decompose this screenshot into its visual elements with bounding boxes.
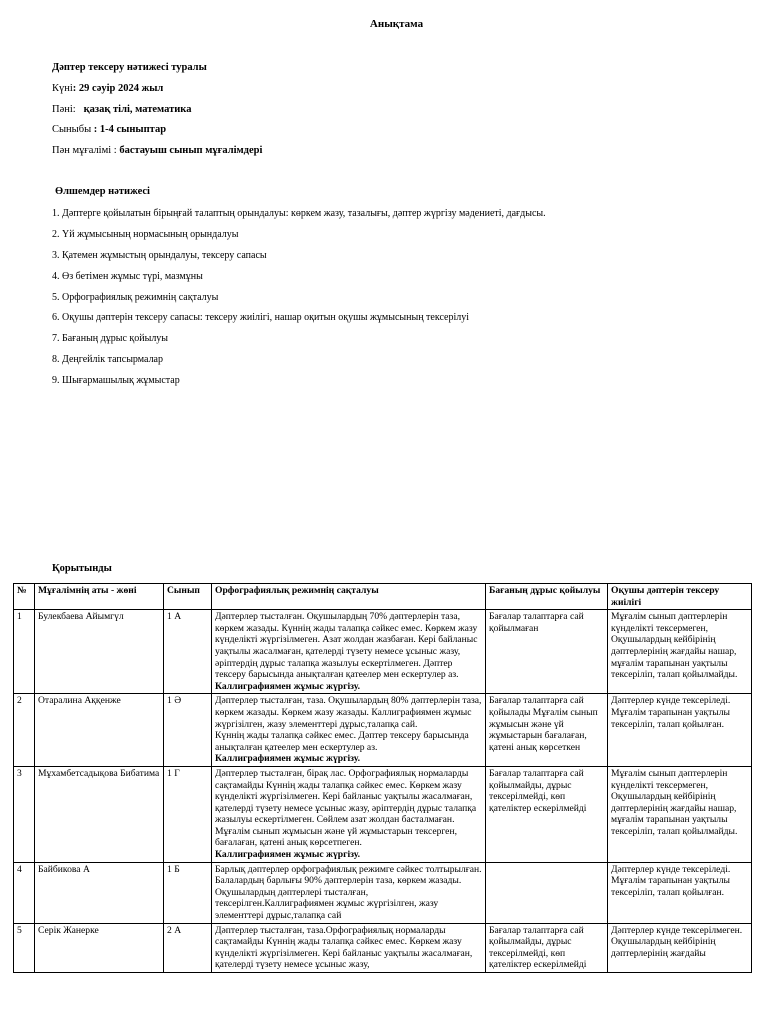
- teacher-label: Пән мұғалімі :: [52, 145, 117, 156]
- metric-item: 4. Өз бетімен жұмыс түрі, мазмұны: [52, 271, 203, 282]
- table-header-row: [14, 584, 752, 610]
- cell-teacher-name: Отаралина Аққенже: [35, 694, 164, 767]
- ortho-text: Барлық дәптерлер орфографиялық режимге сәйкес толтырылған. Балалардың барлығы 90% дәптерлерін таза, көркем жазады. Оқушылардың дәптерлері тысталған, тексерілген.Каллиграфиямен жұмыс жүргізілген, жазу элементтері дұрыс,талапқа сай: [215, 863, 482, 922]
- cell-num: 1: [14, 610, 35, 694]
- cell-num: 3: [14, 766, 35, 862]
- table-row: [14, 766, 752, 862]
- header-class: Сынып: [164, 584, 212, 610]
- table-row: [14, 610, 752, 694]
- cell-class: 1 Ә: [164, 694, 212, 767]
- class-line: [52, 124, 166, 135]
- document-title: Анықтама: [369, 18, 424, 30]
- metric-item: 8. Деңгейлік тапсырмалар: [52, 354, 163, 365]
- cell-frequency: Дәптерлер күнде тексеріледі. Мұғалім тарапынан уақтылы тексеріліп, талап қойылған.: [608, 694, 752, 767]
- header-num: №: [14, 584, 35, 610]
- ortho-bold-note: Каллиграфиямен жұмыс жүргізу.: [215, 680, 361, 692]
- conclusion-title: Қорытынды: [52, 563, 112, 574]
- cell-grade: [486, 862, 608, 923]
- teacher-value: бастауыш сынып мұғалімдері: [119, 145, 263, 156]
- ortho-text: Дәптерлер тысталған, таза. Оқушылардың 80% дәптерлерін таза, көркем жазады. Көркем жазу жазады. Каллиграфиямен жұмыс жүргізілген, жазу элементтері дұрыс,талапқа сай. Күннің жады талапқа сәйкес емес. Дәптер тексеру барысында анықталған қатеелер мен ескертулер аз.: [215, 695, 482, 753]
- table-row: [14, 862, 752, 923]
- cell-ortho: [212, 766, 486, 862]
- class-value: : 1-4 сыныптар: [93, 124, 167, 135]
- class-label: Сыныбы: [52, 124, 92, 135]
- cell-teacher-name: Булекбаева Айымгүл: [35, 610, 164, 694]
- table-row: [14, 923, 752, 972]
- cell-grade: Бағалар талаптарға сай қойылмайды, дұрыс тексерілмейді, көп қателіктер ескерілмейді: [486, 766, 608, 862]
- cell-class: 1 А: [164, 610, 212, 694]
- cell-grade: Бағалар талаптарға сай қойылмайды, дұрыс тексерілмейді, көп қателіктер ескерілмейді: [486, 923, 608, 972]
- cell-frequency: Мұғалім сынып дәптерлерін күнделікті тексермеген, Оқушылардың кейбірінің дәптерлерінің жағдайы нашар, мұғалім тарапынан уақтылы тексеріліп, талап қойылмайды.: [608, 610, 752, 694]
- cell-teacher-name: Мұхамбетсадықова Бибатима: [35, 766, 164, 862]
- conclusion-table: [13, 583, 752, 973]
- header-ortho: Орфографиялық режимнің сақталуы: [212, 584, 486, 610]
- header-grade: Бағаның дұрыс қойылуы: [486, 584, 608, 610]
- cell-num: 4: [14, 862, 35, 923]
- cell-teacher-name: Серік Жанерке: [35, 923, 164, 972]
- metrics-title: Өлшемдер нәтижесі: [55, 186, 150, 197]
- ortho-bold-note: Каллиграфиямен жұмыс жүргізу.: [215, 753, 361, 765]
- cell-grade: Бағалар талаптарға сай қойылады Мұғалім сынып жұмысын және үй жұмыстарын бағалаған, қатені анық көрсеткен: [486, 694, 608, 767]
- subject-line: Дәптер тексеру нәтижесі туралы: [52, 62, 207, 73]
- cell-class: 1 Г: [164, 766, 212, 862]
- cell-grade: Бағалар талаптарға сай қойылмаған: [486, 610, 608, 694]
- cell-ortho: [212, 923, 486, 972]
- ortho-text: Дәптерлер тысталған, бірақ лас. Орфографиялық нормаларды сақтамайды Күннің жады талапқа сәйкес емес. Көркем жазу күнделікті жүргізілмеген. Кері байланыс уақтылы жасалмаған, қателерді түзету немесе ұсыныс жазу, әріптердің дұрыс талапқа жазылуы ескертілмеген. Сөйлем азат жолдан басталмаған. Мұғалім сынып жұмысын және үй жұмыстарын тексерген, бағалаған, қатені анық көрсетпеген.: [215, 767, 477, 849]
- header-frequency: Оқушы дәптерін тексеру жиілігі: [608, 584, 752, 610]
- metric-item: 1. Дәптерге қойылатын бірыңғай талаптың орындалуы: көркем жазу, тазалығы, дәптер жүргізу мәдениеті, дағдысы.: [52, 208, 546, 219]
- cell-frequency: Дәптерлер күнде тексерілмеген. Оқушылардың кейбірінің дәптерлерінің жағдайы: [608, 923, 752, 972]
- cell-class: 1 Б: [164, 862, 212, 923]
- metric-item: 6. Оқушы дәптерін тексеру сапасы: тексеру жиілігі, нашар оқитын оқушы жұмысының тексерілуі: [52, 312, 470, 323]
- ortho-text: Дәптерлер тысталған, таза.Орфографиялық нормаларды сақтамайды Күннің жады талапқа сәйкес емес. Көркем жазу күнделікті жүргізілмеген. Кері байланыс уақтылы жасалмаған, қателерді түзету немесе ұсыныс жазу,: [215, 924, 473, 971]
- subject-label: Пәні:: [52, 104, 76, 115]
- subject-field-line: [52, 104, 191, 115]
- cell-frequency: Мұғалім сынып дәптерлерін күнделікті тексермеген, Оқушылардың кейбірінің дәптерлерінің жағдайы нашар, мұғалім тарапынан уақтылы тексеріліп, талап қойылмайды.: [608, 766, 752, 862]
- subject-value: қазақ тілі, математика: [83, 104, 192, 115]
- date-line: [52, 83, 163, 94]
- metric-item: 7. Бағаның дұрыс қойылуы: [52, 333, 169, 344]
- cell-teacher-name: Байбикова А: [35, 862, 164, 923]
- cell-frequency: Дәптерлер күнде тексеріледі. Мұғалім тарапынан уақтылы тексеріліп, талап қойылған.: [608, 862, 752, 923]
- cell-ortho: [212, 694, 486, 767]
- cell-num: 2: [14, 694, 35, 767]
- table-row: [14, 694, 752, 767]
- teacher-line: [52, 145, 262, 156]
- cell-ortho: [212, 862, 486, 923]
- date-value: : 29 сәуір 2024 жыл: [72, 83, 164, 94]
- cell-ortho: [212, 610, 486, 694]
- header-teacher-name: Мұғалімнің аты - жөні: [35, 584, 164, 610]
- metric-item: 5. Орфографиялық режимнің сақталуы: [52, 292, 219, 303]
- metric-item: 3. Қатемен жұмыстың орындалуы, тексеру сапасы: [52, 250, 267, 261]
- cell-num: 5: [14, 923, 35, 972]
- cell-class: 2 А: [164, 923, 212, 972]
- ortho-bold-note: Каллиграфиямен жұмыс жүргізу.: [215, 849, 361, 861]
- date-label: Күні: [52, 83, 73, 94]
- metric-item: 9. Шығармашылық жұмыстар: [52, 375, 180, 386]
- ortho-text: Дәптерлер тысталған. Оқушылардың 70% дәптерлерін таза, көркем жазады. Күннің жады талапқа сәйкес емес. Көркем жазу күнделікті жүргізілмеген. Азат жолдан жазбаған. Кері байланыс уақтылы жасалмаған, қателерді түзету немесе ұсыныс жазу, әріптердің дұрыс талапқа жазылуы ескертілмеген. Дәптер тексеру барысында анықталған қатеелер мен ескертулер аз.: [215, 611, 478, 681]
- metric-item: 2. Үй жұмысының нормасының орындалуы: [52, 229, 239, 240]
